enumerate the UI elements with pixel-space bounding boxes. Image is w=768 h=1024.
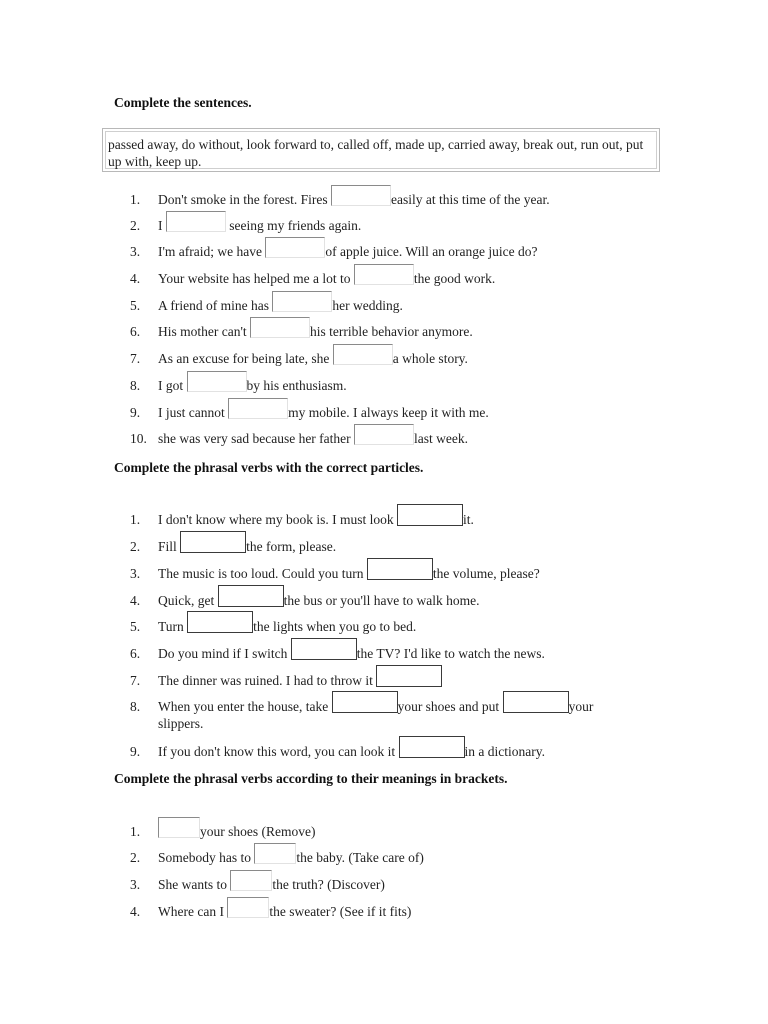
list-item — [130, 736, 650, 760]
answer-blank[interactable] — [230, 870, 272, 891]
item-text: of apple juice. Will an orange juice do? — [325, 244, 538, 259]
answer-blank[interactable] — [166, 211, 226, 232]
item-text: She wants to — [158, 877, 231, 892]
item-text: I just cannot — [158, 405, 229, 420]
item-text-continued: slippers. — [158, 716, 204, 731]
item-number: 2. — [130, 539, 141, 554]
item-text: The dinner was ruined. I had to throw it — [158, 673, 377, 688]
answer-blank[interactable] — [227, 897, 269, 918]
section3-title: Complete the phrasal verbs according to their meanings in brackets. — [114, 771, 508, 786]
answer-blank[interactable] — [187, 371, 247, 392]
item-text: it. — [463, 512, 474, 527]
list-item — [130, 638, 650, 662]
answer-blank[interactable] — [291, 638, 357, 660]
item-text: Fill — [158, 539, 181, 554]
item-text: Where can I — [158, 904, 228, 919]
item-text: seeing my friends again. — [225, 218, 362, 233]
item-text: the form, please. — [246, 539, 337, 554]
answer-blank[interactable] — [187, 611, 253, 633]
list-item — [130, 398, 650, 421]
item-number: 9. — [130, 405, 141, 420]
list-item — [130, 264, 650, 287]
item-text: she was very sad because her father — [158, 431, 355, 446]
item-text: the TV? I'd like to watch the news. — [356, 646, 545, 661]
list-item — [130, 691, 650, 732]
section1-title: Complete the sentences. — [114, 95, 252, 110]
word-bank-box — [102, 128, 660, 172]
list-item — [130, 843, 650, 866]
answer-blank[interactable] — [354, 424, 414, 445]
list-item — [130, 665, 650, 689]
answer-blank[interactable] — [332, 691, 398, 713]
list-item — [130, 531, 650, 555]
answer-blank[interactable] — [397, 504, 463, 526]
list-item — [130, 237, 650, 260]
item-number: 3. — [130, 244, 141, 259]
list-item — [130, 291, 650, 314]
item-text: Quick, get — [158, 593, 218, 608]
answer-blank[interactable] — [331, 185, 391, 206]
item-text: I don't know where my book is. I must look — [158, 512, 398, 527]
item-text: the volume, please? — [432, 566, 540, 581]
item-text: in a dictionary. — [464, 744, 546, 759]
item-number: 1. — [130, 192, 141, 207]
item-number: 8. — [130, 699, 141, 714]
item-number: 8. — [130, 378, 141, 393]
item-number: 6. — [130, 324, 141, 339]
item-number: 4. — [130, 271, 141, 286]
answer-blank[interactable] — [333, 344, 393, 365]
item-text: your shoes (Remove) — [200, 824, 316, 839]
item-text: If you don't know this word, you can look it — [158, 744, 399, 759]
item-text: the good work. — [413, 271, 496, 286]
item-text: the sweater? (See if it fits) — [269, 904, 412, 919]
item-text: my mobile. I always keep it with me. — [288, 405, 489, 420]
item-number: 7. — [130, 673, 141, 688]
item-text: When you enter the house, take — [158, 699, 332, 714]
item-text: I got — [158, 378, 187, 393]
item-number: 3. — [130, 566, 141, 581]
item-text: your — [568, 699, 594, 714]
list-item — [130, 371, 650, 394]
item-number: 2. — [130, 850, 141, 865]
answer-blank[interactable] — [228, 398, 288, 419]
answer-blank[interactable] — [399, 736, 465, 758]
item-number: 1. — [130, 824, 141, 839]
item-number: 10. — [130, 431, 147, 446]
item-number: 7. — [130, 351, 141, 366]
item-text: her wedding. — [332, 298, 403, 313]
list-item — [130, 897, 650, 920]
item-text: his terrible behavior anymore. — [310, 324, 473, 339]
item-number: 5. — [130, 619, 141, 634]
item-text: the bus or you'll have to walk home. — [283, 593, 480, 608]
item-text: Turn — [158, 619, 188, 634]
item-text: last week. — [414, 431, 469, 446]
item-number: 5. — [130, 298, 141, 313]
item-text: As an excuse for being late, she — [158, 351, 333, 366]
answer-blank[interactable] — [180, 531, 246, 553]
item-number: 4. — [130, 593, 141, 608]
answer-blank[interactable] — [265, 237, 325, 258]
item-text: Your website has helped me a lot to — [158, 271, 354, 286]
answer-blank[interactable] — [250, 317, 310, 338]
item-text: A friend of mine has — [158, 298, 273, 313]
section2-title: Complete the phrasal verbs with the correct particles. — [114, 460, 424, 475]
item-text: The music is too loud. Could you turn — [158, 566, 367, 581]
list-item — [130, 585, 650, 609]
item-text: I — [158, 218, 166, 233]
item-text: I'm afraid; we have — [158, 244, 266, 259]
answer-blank[interactable] — [158, 817, 200, 838]
list-item — [130, 504, 650, 528]
word-bank-text: passed away, do without, look forward to, called off, made up, carried away, break out, run out, put up with, keep up. — [105, 131, 657, 169]
item-text: your shoes and put — [397, 699, 503, 714]
answer-blank[interactable] — [218, 585, 284, 607]
list-item — [130, 344, 650, 367]
answer-blank[interactable] — [354, 264, 414, 285]
answer-blank[interactable] — [503, 691, 569, 713]
answer-blank[interactable] — [367, 558, 433, 580]
item-number: 9. — [130, 744, 141, 759]
item-text: Somebody has to — [158, 850, 255, 865]
item-text: the truth? (Discover) — [272, 877, 385, 892]
item-number: 2. — [130, 218, 141, 233]
list-item — [130, 317, 650, 340]
list-item — [130, 611, 650, 635]
list-item — [130, 211, 650, 234]
item-text: Don't smoke in the forest. Fires — [158, 192, 332, 207]
list-item — [130, 817, 650, 840]
item-text: His mother can't — [158, 324, 251, 339]
list-item — [130, 424, 650, 447]
item-text: Do you mind if I switch — [158, 646, 291, 661]
item-number: 1. — [130, 512, 141, 527]
list-item — [130, 185, 650, 208]
answer-blank[interactable] — [376, 665, 442, 687]
item-text: by his enthusiasm. — [246, 378, 347, 393]
item-text: easily at this time of the year. — [391, 192, 550, 207]
answer-blank[interactable] — [254, 843, 296, 864]
item-number: 6. — [130, 646, 141, 661]
list-item — [130, 870, 650, 893]
item-number: 3. — [130, 877, 141, 892]
item-number: 4. — [130, 904, 141, 919]
list-item — [130, 558, 650, 582]
answer-blank[interactable] — [272, 291, 332, 312]
item-text: the baby. (Take care of) — [296, 850, 424, 865]
item-text: a whole story. — [392, 351, 468, 366]
item-text: the lights when you go to bed. — [253, 619, 417, 634]
